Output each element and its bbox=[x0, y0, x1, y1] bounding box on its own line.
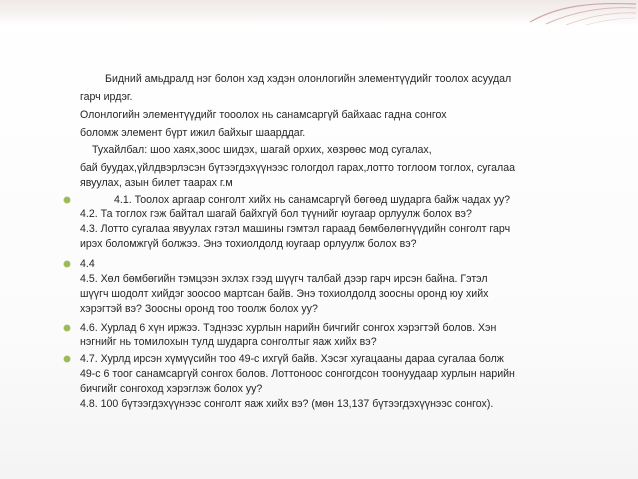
intro-line-3: Олонлогийн элементүүдийг тооолох нь санамсаргүй байхаас гадна сонгох bbox=[80, 109, 447, 121]
question-4-7-line-2: 49-с 6 тоог санамсаргүй сонгох болов. Лоттоноос сонгогдсон тоонуудаар хурлын нарийн bbox=[80, 368, 515, 380]
example-line-2: бай буудах,үйлдвэрлэсэн бүтээгдэхүүнээс гологдол гарах,лотто тоглоом тоглох, сугалаа bbox=[80, 162, 516, 174]
example-line-1: Тухайлбал: шоо хаях,зоос шидэх, шагай орхих, хөзрөөс мод сугалах, bbox=[92, 144, 432, 156]
example-line-3: явуулах, азын билет таарах г.м bbox=[80, 177, 233, 189]
swirl-decoration-icon bbox=[528, 0, 638, 26]
question-4-2: 4.2. Та тоглох гэж байтал шагай байхгүй бол түүнийг юугаар орлуулж болох вэ? bbox=[80, 208, 472, 220]
bullet-icon bbox=[64, 197, 70, 203]
question-4-6-line-2: нэгнийг нь томилохын тулд шударга сонголтыг яаж хийх вэ? bbox=[80, 336, 377, 348]
question-4-3-line-2: ирэх боломжгүй болжээ. Энэ тохиолдолд юугаар орлуулж болох вэ? bbox=[80, 238, 417, 250]
question-4-7-line-3: бичгийг сонгоход хэрэглэж болох уу? bbox=[80, 383, 263, 395]
intro-line-4: боломж элемент бүрт ижил байхыг шаарддаг. bbox=[80, 127, 306, 139]
intro-line-2: гарч ирдэг. bbox=[80, 91, 133, 103]
question-4-5-line-2: шүүгч шодолт хийдэг зоосоо мартсан байв. Энэ тохиолдолд зоосны оронд юу хийх bbox=[80, 288, 489, 300]
question-4-1: 4.1. Тоолох аргаар сонголт хийх нь санамсаргүй бөгөөд шударга байж чадах уу? bbox=[114, 194, 511, 206]
bullet-icon bbox=[64, 325, 70, 331]
question-4-5-line-1: 4.5. Хөл бөмбөгийн тэмцээн эхлэх гээд шүүгч талбай дээр гарч ирсэн байна. Гэтэл bbox=[80, 273, 488, 285]
question-4-4: 4.4 bbox=[80, 258, 95, 270]
question-4-5-line-3: хэрэгтэй вэ? Зоосны оронд тоо тоолж болох уу? bbox=[80, 303, 318, 315]
bullet-icon bbox=[64, 356, 70, 362]
intro-line-1: Бидний амьдралд нэг болон хэд хэдэн олонлогийн элементүүдийг тоолох асуудал bbox=[105, 73, 512, 85]
question-4-3-line-1: 4.3. Лотто сугалаа явуулах гэтэл машины гэмтэл гараад бөмбөлөгнүүдийн сонголт гарч bbox=[80, 223, 511, 235]
bullet-icon bbox=[64, 261, 70, 267]
question-4-7-line-1: 4.7. Хурлд ирсэн хүмүүсийн тоо 49-с ихгүй байв. Хэсэг хугацааны дараа сугалаа болж bbox=[80, 353, 504, 365]
question-4-6-line-1: 4.6. Хурлад 6 хүн иржээ. Тэднээс хурлын нарийн бичгийг сонгох хэрэгтэй болов. Хэн bbox=[80, 322, 497, 334]
question-4-8: 4.8. 100 бүтээгдэхүүнээс сонголт яаж хийх вэ? (мөн 13,137 бүтээгдэхүүнээс сонгох). bbox=[80, 398, 494, 410]
